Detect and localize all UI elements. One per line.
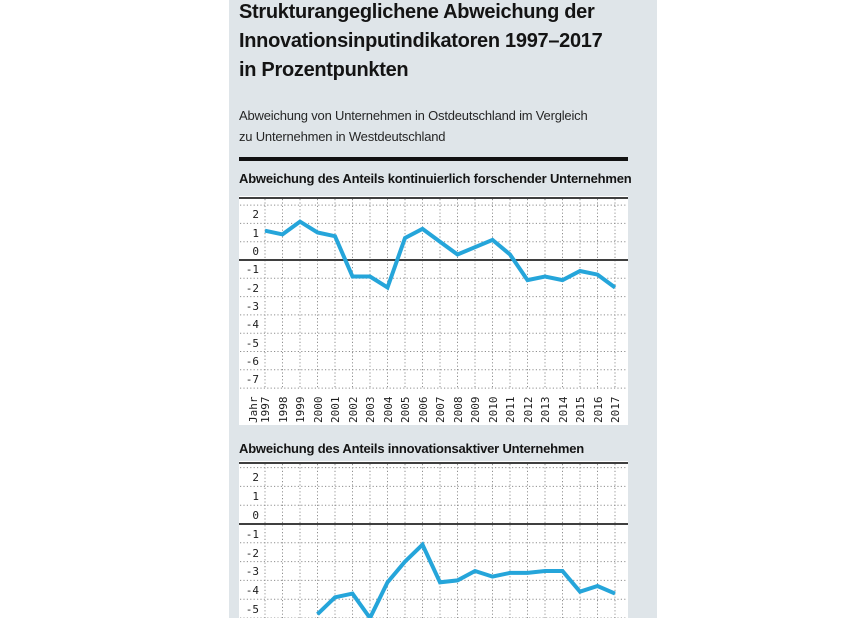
y-axis-tick-label: -7 xyxy=(245,373,259,387)
x-axis-year-label: 2006 xyxy=(416,396,430,423)
chart-2-innovation-active-deviation xyxy=(239,461,628,618)
divider-rule xyxy=(239,157,628,161)
x-axis-year-label: 2014 xyxy=(556,396,570,423)
x-axis-year-label: 2010 xyxy=(486,396,500,423)
y-axis-tick-label: -5 xyxy=(245,336,259,350)
figure-title-line-1: Strukturangeglichene Abweichung der xyxy=(239,1,595,23)
chart-1-continuous-rnd-deviation xyxy=(239,196,628,425)
infographic-panel xyxy=(229,0,657,618)
x-axis-year-label: 2016 xyxy=(591,396,605,423)
x-axis-year-label: 1998 xyxy=(276,396,290,423)
x-axis-year-label: 2009 xyxy=(469,396,482,423)
y-axis-tick-label: 2 xyxy=(252,471,259,485)
figure-title-line-2: Innovationsinputindikatoren 1997–2017 xyxy=(239,30,603,52)
y-axis-tick-label: -4 xyxy=(245,318,259,332)
x-axis-year-label: 2007 xyxy=(434,396,447,423)
figure-title xyxy=(239,0,602,85)
x-axis-year-label: 2001 xyxy=(329,396,342,423)
figure-title-line-3: in Prozentpunkten xyxy=(239,59,409,81)
x-axis-year-label: 2015 xyxy=(574,396,587,423)
x-axis-year-label: 2012 xyxy=(521,396,535,423)
y-axis-tick-label: 1 xyxy=(252,226,259,240)
y-axis-tick-label: -1 xyxy=(245,263,259,277)
chart-2-title: Abweichung des Anteils innovationsaktiver Unternehmen xyxy=(239,441,585,456)
x-axis-year-label: 2000 xyxy=(311,396,325,423)
x-axis-year-label: 2011 xyxy=(504,396,517,423)
figure-subtitle xyxy=(239,105,587,147)
x-axis-year-label: 2017 xyxy=(609,396,622,423)
x-axis-year-label: 2013 xyxy=(539,396,552,423)
x-axis-title: Jahr xyxy=(247,396,260,423)
x-axis-year-label: 1999 xyxy=(294,396,307,423)
x-axis-year-label: 2004 xyxy=(381,396,395,423)
line-chart-svg xyxy=(239,196,628,425)
chart-1-title: Abweichung des Anteils kontinuierlich forschender Unternehmen xyxy=(239,171,632,186)
y-axis-tick-label: 0 xyxy=(252,509,259,522)
x-axis-year-label: 1997 xyxy=(259,396,272,423)
y-axis-tick-label: -3 xyxy=(245,299,259,313)
plot-top-border xyxy=(239,462,628,464)
x-axis-year-label: 2003 xyxy=(364,396,377,423)
y-axis-tick-label: -4 xyxy=(245,584,259,598)
plot-top-border xyxy=(239,197,628,199)
y-axis-tick-label: -2 xyxy=(245,281,259,295)
plot-area xyxy=(239,196,628,425)
y-axis-tick-label: 0 xyxy=(252,245,259,258)
y-axis-tick-label: -2 xyxy=(245,546,259,560)
y-axis-tick-label: 2 xyxy=(252,208,259,222)
x-axis-year-label: 2008 xyxy=(451,396,465,423)
x-axis-year-label: 2002 xyxy=(346,396,360,423)
plot-area xyxy=(239,461,628,618)
line-chart-svg xyxy=(239,461,628,618)
figure-subtitle-line-1: Abweichung von Unternehmen in Ostdeutschland im Vergleich xyxy=(239,108,588,123)
y-axis-tick-label: -5 xyxy=(245,603,259,616)
y-axis-tick-label: -6 xyxy=(245,354,259,368)
figure-subtitle-line-2: zu Unternehmen in Westdeutschland xyxy=(239,129,446,144)
y-axis-tick-label: 1 xyxy=(252,490,259,504)
y-axis-tick-label: -1 xyxy=(245,527,259,541)
x-axis-year-label: 2005 xyxy=(399,396,412,423)
y-axis-tick-label: -3 xyxy=(245,565,259,579)
